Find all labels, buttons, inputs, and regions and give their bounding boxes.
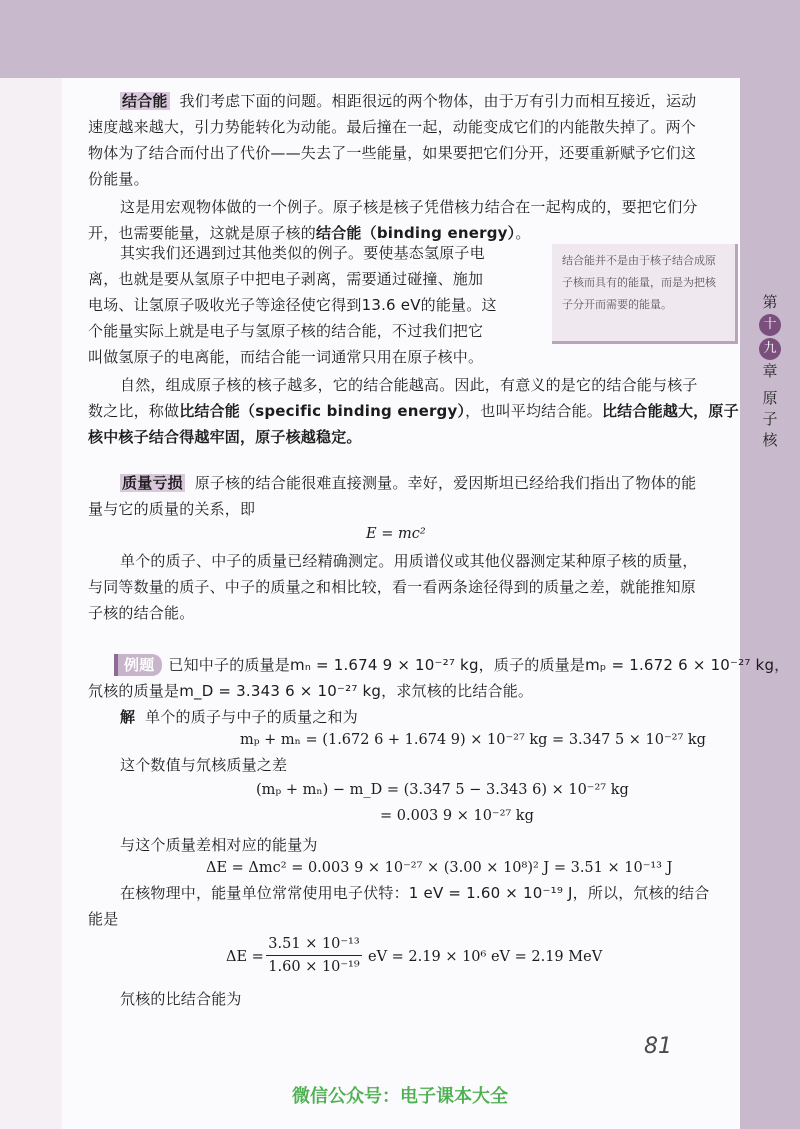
- chapter-di: 第: [762, 293, 778, 311]
- p5-line2: 与同等数量的质子、中子的质量之和相比较，看一看两条途径得到的质量之差，就能推知原: [88, 578, 697, 596]
- chapter-tab: [740, 292, 800, 451]
- example-line1: 例题 已知中子的质量是mₙ = 1.674 9 × 10⁻²⁷ kg，质子的质量是mₚ = 1.672 6 × 10⁻²⁷ kg，: [114, 652, 789, 678]
- sec1-line3: 物体为了结合而付出了代价——失去了一些能量，如果要把它们分开，还要重新赋予它们这: [88, 144, 697, 162]
- solution-line4b: 能是: [88, 910, 119, 928]
- sec1-line4: 份能量。: [88, 170, 149, 188]
- equation-4-denominator: 1.60 × 10⁻¹⁹: [268, 959, 360, 975]
- equation-4-lhs: ΔE =: [226, 949, 264, 965]
- p2-line2: 开，也需要能量，这就是原子核的结合能（binding energy）。: [88, 224, 531, 242]
- sec1-line1: 结合能 我们考虑下面的问题。相距很远的两个物体，由于万有引力而相互接近，运动: [122, 92, 697, 110]
- chapter-zhang: 章: [762, 362, 778, 380]
- p3-line2: 离，也就是要从氢原子中把电子剥离，需要通过碰撞、施加: [88, 270, 484, 288]
- top-color-band: [0, 0, 800, 78]
- solution-line5: 氘核的比结合能为: [120, 990, 242, 1008]
- solution-line1: 解 单个的质子与中子的质量之和为: [120, 708, 358, 726]
- solution-line3: 与这个质量差相对应的能量为: [120, 836, 318, 854]
- solution-label: 解: [120, 708, 136, 726]
- p2-line1: 这是用宏观物体做的一个例子。原子核是核子凭借核力结合在一起构成的，要把它们分: [120, 198, 698, 216]
- sec2-title: 质量亏损: [122, 474, 183, 492]
- solution-line2: 这个数值与氘核质量之差: [120, 756, 288, 774]
- equation-3: ΔE = Δmc² = 0.003 9 × 10⁻²⁷ × (3.00 × 10⁸)² J = 3.51 × 10⁻¹³ J: [206, 860, 673, 876]
- p4-line3: 核中核子结合得越牢固，原子核越稳定。: [88, 428, 362, 446]
- p4-line2: 数之比，称做比结合能（specific binding energy），也叫平均结合能。比结合能越大，原子: [88, 402, 739, 420]
- chapter-title-3: 核: [762, 431, 778, 449]
- equation-1: mₚ + mₙ = (1.672 6 + 1.674 9) × 10⁻²⁷ kg = 3.347 5 × 10⁻²⁷ kg: [240, 732, 706, 748]
- example-line2: 氘核的质量是m_D = 3.343 6 × 10⁻²⁷ kg，求氘核的比结合能。: [88, 682, 534, 700]
- equation-4-numerator: 3.51 × 10⁻¹³: [266, 933, 362, 956]
- p4-line1: 自然，组成原子核的核子越多，它的结合能越高。因此，有意义的是它的结合能与核子: [120, 376, 698, 394]
- einstein-equation: E = mc²: [366, 526, 426, 542]
- chapter-number-1: 十: [759, 314, 781, 336]
- p5-line3: 子核的结合能。: [88, 604, 195, 622]
- sec2-line1: 质量亏损 原子核的结合能很难直接测量。幸好，爱因斯坦已经给我们指出了物体的能: [122, 474, 697, 492]
- equation-2a: (mₚ + mₙ) − m_D = (3.347 5 − 3.343 6) × 10⁻²⁷ kg: [256, 782, 629, 798]
- sec2-line2: 量与它的质量的关系，即: [88, 500, 256, 518]
- chapter-title-2: 子: [762, 410, 778, 428]
- p3-line5: 叫做氢原子的电离能，而结合能一词通常只用在原子核中。: [88, 348, 484, 366]
- sec1-title: 结合能: [122, 92, 168, 110]
- chapter-title-1: 原: [762, 389, 778, 407]
- p5-line1: 单个的质子、中子的质量已经精确测定。用质谱仪或其他仪器测定某种原子核的质量，: [120, 552, 698, 570]
- side-note: 结合能并不是由于核子结合成原子核而具有的能量，而是为把核子分开而需要的能量。: [552, 244, 738, 344]
- example-tag: 例题: [114, 654, 162, 676]
- p3-line1: 其实我们还遇到过其他类似的例子。要使基态氢原子电: [120, 244, 485, 262]
- equation-4-rhs: eV = 2.19 × 10⁶ eV = 2.19 MeV: [368, 949, 603, 965]
- chapter-number-2: 九: [759, 338, 781, 360]
- equation-2b: = 0.003 9 × 10⁻²⁷ kg: [380, 808, 534, 824]
- footer-watermark: 微信公众号：电子课本大全: [292, 1086, 508, 1107]
- solution-line4a: 在核物理中，能量单位常常使用电子伏特：1 eV = 1.60 × 10⁻¹⁹ J，所以，氘核的结合: [120, 884, 710, 902]
- sec1-line2: 速度越来越大，引力势能转化为动能。最后撞在一起，动能变成它们的内能散失掉了。两个: [88, 118, 697, 136]
- p3-line4: 个能量实际上就是电子与氢原子核的结合能，不过我们把它: [88, 322, 484, 340]
- page-number: 81: [644, 1034, 672, 1059]
- side-color-band: [740, 0, 800, 1129]
- p3-line3: 电场、让氢原子吸收光子等途径使它得到13.6 eV的能量。这: [88, 296, 497, 314]
